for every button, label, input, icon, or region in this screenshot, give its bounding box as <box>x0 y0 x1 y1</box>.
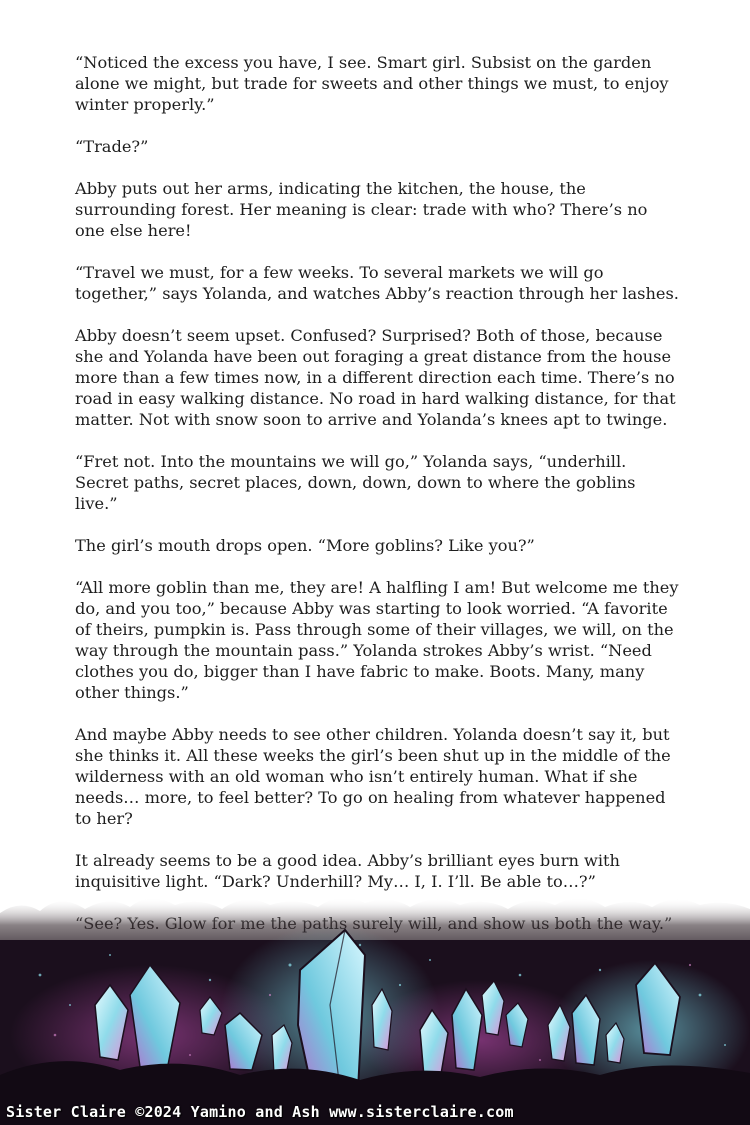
copyright-credit: Sister Claire ©2024 Yamino and Ash www.sisterclaire.com <box>6 1103 514 1121</box>
paragraph: The girl’s mouth drops open. “More goblins? Like you?” <box>75 536 535 555</box>
paragraph: “Trade?” <box>75 137 149 156</box>
paragraph: “Noticed the excess you have, I see. Smart girl. Subsist on the garden alone we might, but trade for sweets and other things we must, to enjoy winter properly.” <box>75 53 669 114</box>
crystal-cave-illustration <box>0 885 750 1125</box>
paragraph: It already seems to be a good idea. Abby’s brilliant eyes burn with inquisitive light. “Dark? Underhill? My… I, I. I’ll. Be able to…?” <box>75 851 620 891</box>
paragraph: Abby puts out her arms, indicating the kitchen, the house, the surrounding forest. Her meaning is clear: trade with who? There’s no one else here! <box>75 179 648 240</box>
story-text <box>75 52 680 955</box>
paragraph: Abby doesn’t seem upset. Confused? Surprised? Both of those, because she and Yolanda have been out foraging a great distance from the house more than a few times now, in a different direction each time. There’s no road in easy walking distance. No road in hard walking distance, for that matter. Not with snow soon to arrive and Yolanda’s knees apt to twinge. <box>75 326 676 429</box>
paragraph: “Fret not. Into the mountains we will go,” Yolanda says, “underhill. Secret paths, secret places, down, down, down to where the goblins live.” <box>75 452 636 513</box>
paragraph: “Travel we must, for a few weeks. To several markets we will go together,” says Yolanda, and watches Abby’s reaction through her lashes. <box>75 263 679 303</box>
paragraph: “All more goblin than me, they are! A halfling I am! But welcome me they do, and you too,” because Abby was starting to look worried. “A favorite of theirs, pumpkin is. Pass through some of their villages, we will, on the way through the mountain pass.” Yolanda strokes Abby’s wrist. “Need clothes you do, bigger than I have fabric to make. Boots. Many, many other things.” <box>75 578 679 702</box>
paragraph: And maybe Abby needs to see other children. Yolanda doesn’t say it, but she thinks it. All these weeks the girl’s been shut up in the middle of the wilderness with an old woman who isn’t entirely human. What if she needs… more, to feel better? To go on healing from whatever happened to her? <box>75 725 671 828</box>
